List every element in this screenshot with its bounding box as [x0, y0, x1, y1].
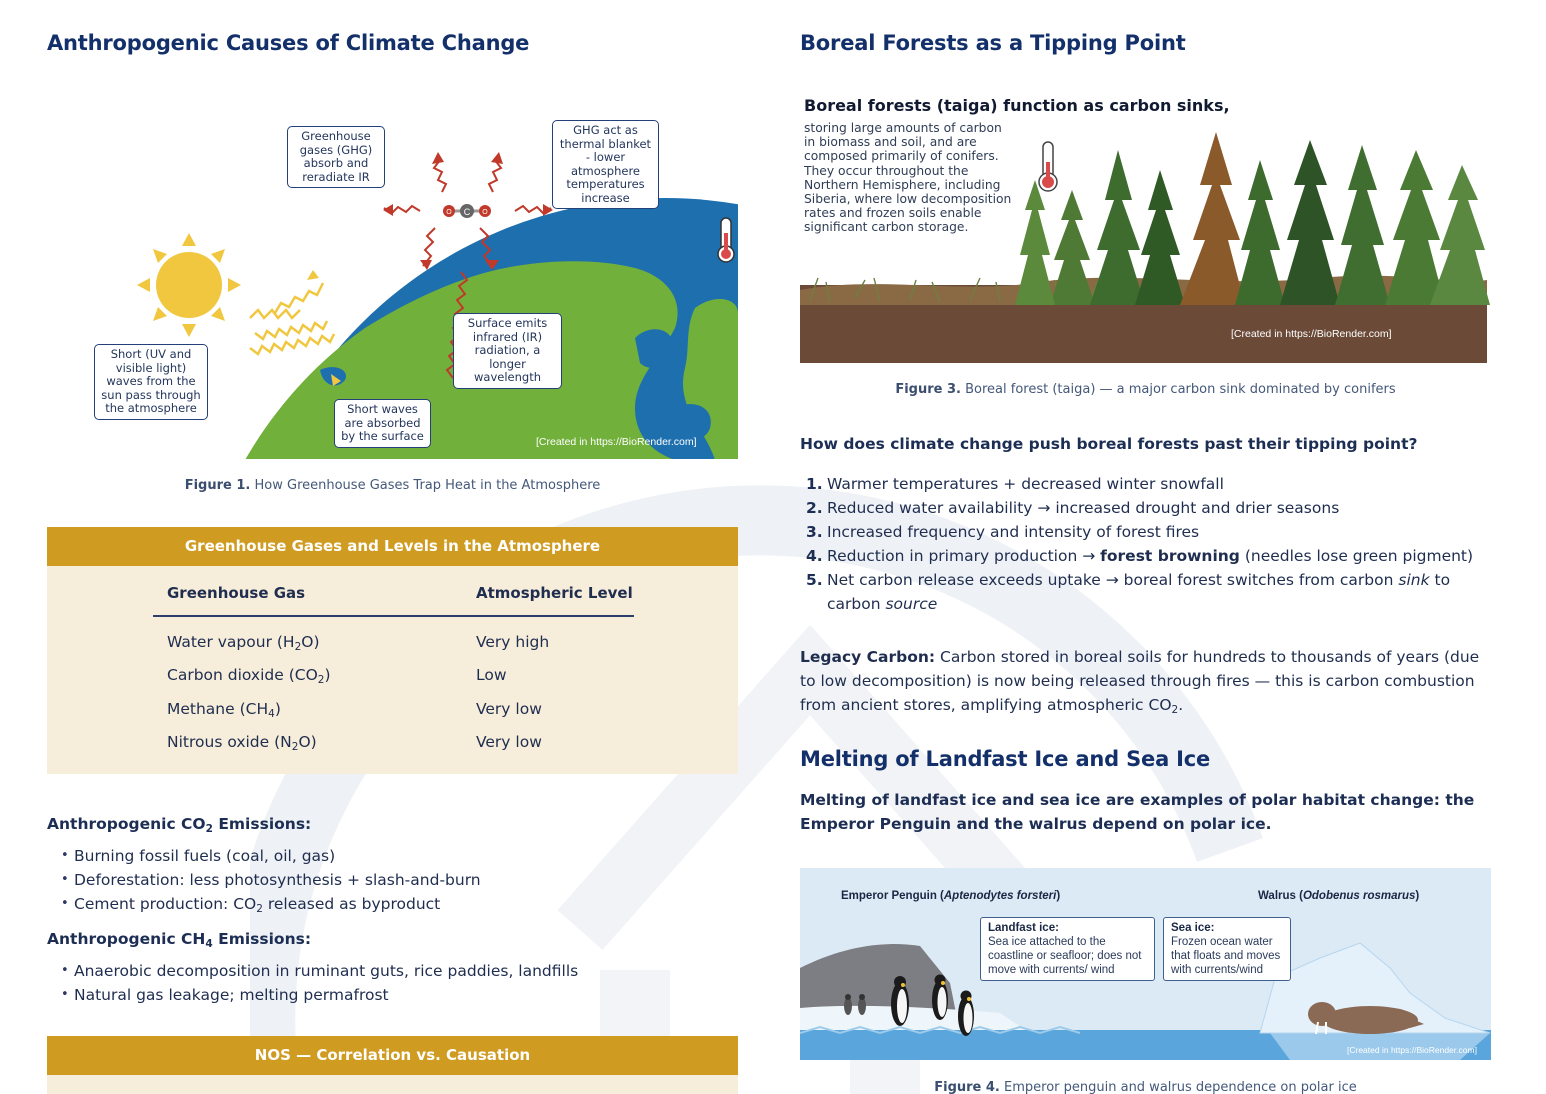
list-item: • Anaerobic decomposition in ruminant guts, rice paddies, landfills [47, 959, 578, 983]
list-item: • Deforestation: less photosynthesis + slash-and-burn [47, 868, 481, 892]
list-item: 1. Warmer temperatures + decreased winter snowfall [806, 475, 1224, 493]
co2-emissions-heading: Anthropogenic $CO_2$ Emissions: [47, 815, 312, 835]
figure1-greenhouse-diagram [75, 108, 738, 460]
landfast-ice-box: Landfast ice: Sea ice attached to the coastline or seafloor; does not move with currents/ wind [980, 917, 1155, 981]
table-title: Greenhouse Gases and Levels in the Atmosphere [47, 527, 738, 566]
tipping-point-question: How does climate change push boreal forests past their tipping point? [800, 435, 1418, 453]
table-row: Methane $(CH_4)$ [167, 700, 281, 720]
sea-ice-box: Sea ice: Frozen ocean water that floats and moves with currents/wind [1163, 917, 1291, 981]
ch4-emissions-list [47, 959, 578, 1007]
thermometer-icon [1039, 142, 1057, 191]
walrus-species-label: Walrus (Odobenus rosmarus) [1258, 890, 1420, 902]
nos-body [47, 1075, 738, 1094]
ice-intro: Melting of landfast ice and sea ice are examples of polar habitat change: the Emperor Penguin and the walrus depend on polar ice. [800, 791, 1475, 833]
table-cell-level: Very high [476, 633, 550, 651]
label-short-waves: Short (UV and visible light) waves from the sun pass through the atmosphere [94, 344, 208, 420]
co2-molecule-icon [443, 204, 491, 218]
greenhouse-gases-table [47, 527, 738, 774]
table-row: Nitrous oxide $(N_2O)$ [167, 733, 317, 753]
co2-emissions-list [47, 844, 481, 916]
list-item: 2. Reduced water availability → increased drought and drier seasons [806, 499, 1340, 517]
conifer-trees [1015, 132, 1490, 305]
figure4-credit: [Created in https://BioRender.com] [1347, 1045, 1477, 1055]
list-item: 5. Net carbon release exceeds uptake → boreal forest switches from carbon sink to carbon source [806, 571, 1451, 613]
table-row: Carbon dioxide $(CO_2)$ [167, 666, 331, 686]
nos-correlation-heading: NOS — Correlation vs. Causation [47, 1036, 738, 1075]
label-surface-ir: Surface emits infrared (IR) radiation, a longer wavelength [453, 313, 562, 389]
figure1-credit: [Created in https://BioRender.com] [536, 436, 697, 448]
figure3-credit: [Created in https://BioRender.com] [1231, 328, 1392, 340]
boreal-figure-heading: Boreal forests (taiga) function as carbon sinks, [804, 96, 1230, 115]
list-item: • Burning fossil fuels (coal, oil, gas) [47, 844, 481, 868]
svg-text:O: O [482, 209, 488, 216]
sun-icon [137, 233, 241, 337]
svg-text:O: O [446, 209, 452, 216]
table-cell-level: Very low [476, 733, 542, 751]
ch4-emissions-heading: Anthropogenic $CH_4$ Emissions: [47, 930, 312, 950]
list-item: 4. Reduction in primary production → forest browning (needles lose green pigment) [806, 547, 1474, 565]
table-row: Water vapour $(H_2O)$ [167, 633, 320, 653]
table-header-gas: Greenhouse Gas [167, 584, 306, 602]
table-header-rule [153, 615, 634, 617]
table-cell-level: Low [476, 666, 507, 684]
figure3-caption: Figure 3. Boreal forest (taiga) — a major carbon sink dominated by conifers [895, 382, 1396, 397]
tipping-point-steps [800, 472, 1491, 616]
boreal-figure-text: storing large amounts of carbon in biomass and soil, and are composed primarily of conifers. They occur throughout the Northern Hemisphere, including Siberia, where low decomposition rates and frozen soils enable significant carbon storage. [804, 121, 1012, 235]
list-item: • Cement production: $CO_2$ released as byproduct [47, 892, 481, 916]
section-title-ice: Melting of Landfast Ice and Sea Ice [800, 747, 1211, 771]
table-header-level: Atmospheric Level [476, 584, 633, 602]
section-title-boreal: Boreal Forests as a Tipping Point [800, 31, 1186, 55]
label-thermal-blanket: GHG act as thermal blanket - lower atmosphere temperatures increase [552, 120, 659, 209]
figure3-boreal-forest [800, 90, 1491, 363]
figure4-caption: Figure 4. Emperor penguin and walrus dependence on polar ice [934, 1080, 1357, 1094]
section-title-anthropogenic: Anthropogenic Causes of Climate Change [47, 31, 530, 55]
penguin-species-label: Emperor Penguin (Aptenodytes forsteri) [841, 890, 1061, 902]
figure1-caption: Figure 1. How Greenhouse Gases Trap Heat in the Atmosphere [184, 478, 601, 493]
svg-text:C: C [463, 207, 471, 217]
label-waves-absorbed: Short waves are absorbed by the surface [334, 399, 431, 448]
list-item: • Natural gas leakage; melting permafrost [47, 983, 578, 1007]
legacy-carbon-paragraph: Legacy Carbon: Carbon stored in boreal soils for hundreds to thousands of years (due to low decomposition) is now being released through fires — this is carbon combustion from ancient stores, amplifying atmospheric $CO_2$. [800, 648, 1480, 716]
list-item: 3. Increased frequency and intensity of forest fires [806, 523, 1200, 541]
table-cell-level: Very low [476, 700, 542, 718]
figure4-polar-ice [800, 868, 1491, 1060]
label-ghg-absorb: Greenhouse gases (GHG) absorb and reradiate IR [287, 126, 385, 188]
